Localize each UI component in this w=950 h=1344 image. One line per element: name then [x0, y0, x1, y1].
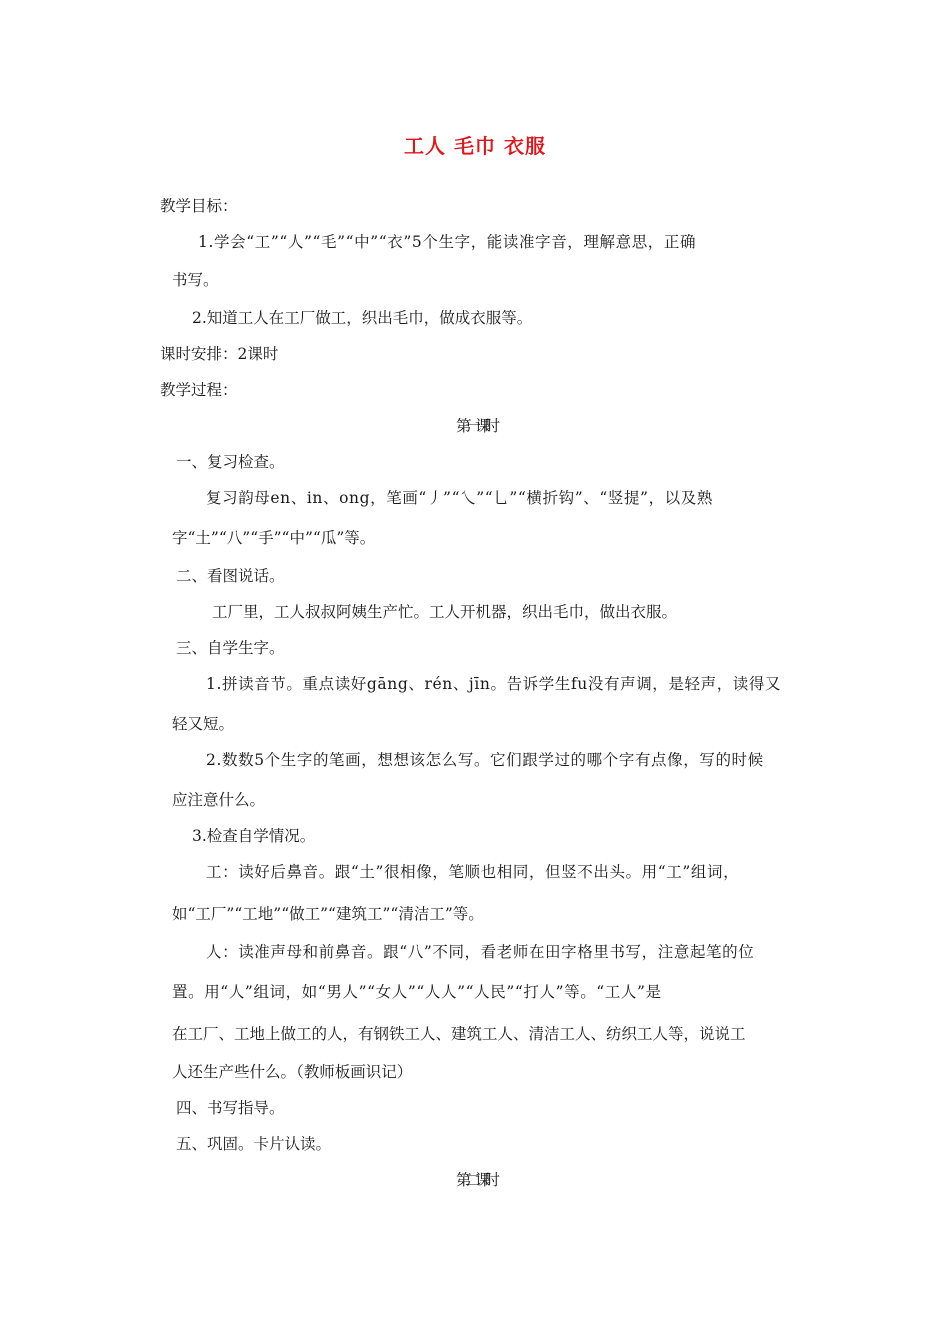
- paragraph-line: 轻又短。: [172, 715, 235, 733]
- paragraph-line: 2.知道工人在工厂做工，织出毛巾，做成衣服等。: [192, 309, 533, 327]
- paragraph-line: 人还生产些什么。（教师板画识记）: [172, 1063, 413, 1081]
- lesson-heading-second: 第二课时: [455, 1171, 494, 1189]
- paragraph-line: 工：读好后鼻音。跟“土”很相像，笔顺也相同，但竖不出头。用“工”组词，: [206, 863, 740, 881]
- step-heading: 三、自学生字。: [176, 639, 285, 657]
- step-heading: 五、巩固。卡片认读。: [176, 1135, 332, 1153]
- step-heading: 一、复习检查。: [176, 453, 285, 471]
- section-heading-schedule: 课时安排：2课时: [160, 345, 279, 363]
- paragraph-line: 复习韵母en、in、ong，笔画“丿”“乀”“乚”“横折钩”、“竖提”，以及熟: [206, 489, 713, 507]
- paragraph-line: 如“工厂”“工地”“做工”“建筑工”“清洁工”等。: [172, 905, 484, 923]
- paragraph-line: 人：读准声母和前鼻音。跟“八”不同，看老师在田字格里书写，注意起笔的位: [206, 943, 755, 961]
- lesson-heading-first: 第一课时: [455, 417, 494, 435]
- document-title: 工人 毛巾 衣服: [404, 134, 546, 158]
- paragraph-line: 字“土”“八”“手”“中”“瓜”等。: [172, 529, 376, 547]
- paragraph-line: 在工厂、工地上做工的人，有钢铁工人、建筑工人、清洁工人、纺织工人等，说说工: [172, 1025, 746, 1043]
- section-heading-objectives: 教学目标：: [160, 197, 238, 215]
- section-heading-process: 教学过程：: [160, 381, 238, 399]
- paragraph-line: 3.检查自学情况。: [192, 827, 316, 845]
- paragraph-line: 应注意什么。: [172, 791, 266, 809]
- step-heading: 四、书写指导。: [176, 1099, 285, 1117]
- paragraph-line: 1.拼读音节。重点读好gāng、rén、jīn。告诉学生fu没有声调，是轻声，读得又: [206, 675, 782, 693]
- step-heading: 二、看图说话。: [176, 567, 285, 585]
- paragraph-line: 书写。: [172, 271, 219, 289]
- paragraph-line: 置。用“人”组词，如“男人”“女人”“人人”“人民”“打人”等。“工人”是: [172, 983, 662, 1001]
- paragraph-line: 工厂里，工人叔叔阿姨生产忙。工人开机器，织出毛巾，做出衣服。: [212, 603, 678, 621]
- paragraph-line: 2.数数5个生字的笔画，想想该怎么写。它们跟学过的哪个字有点像，写的时候: [206, 751, 764, 769]
- paragraph-line: 1.学会“工”“人”“毛”“中”“衣”5个生字，能读准字音，理解意思，正确: [198, 233, 697, 251]
